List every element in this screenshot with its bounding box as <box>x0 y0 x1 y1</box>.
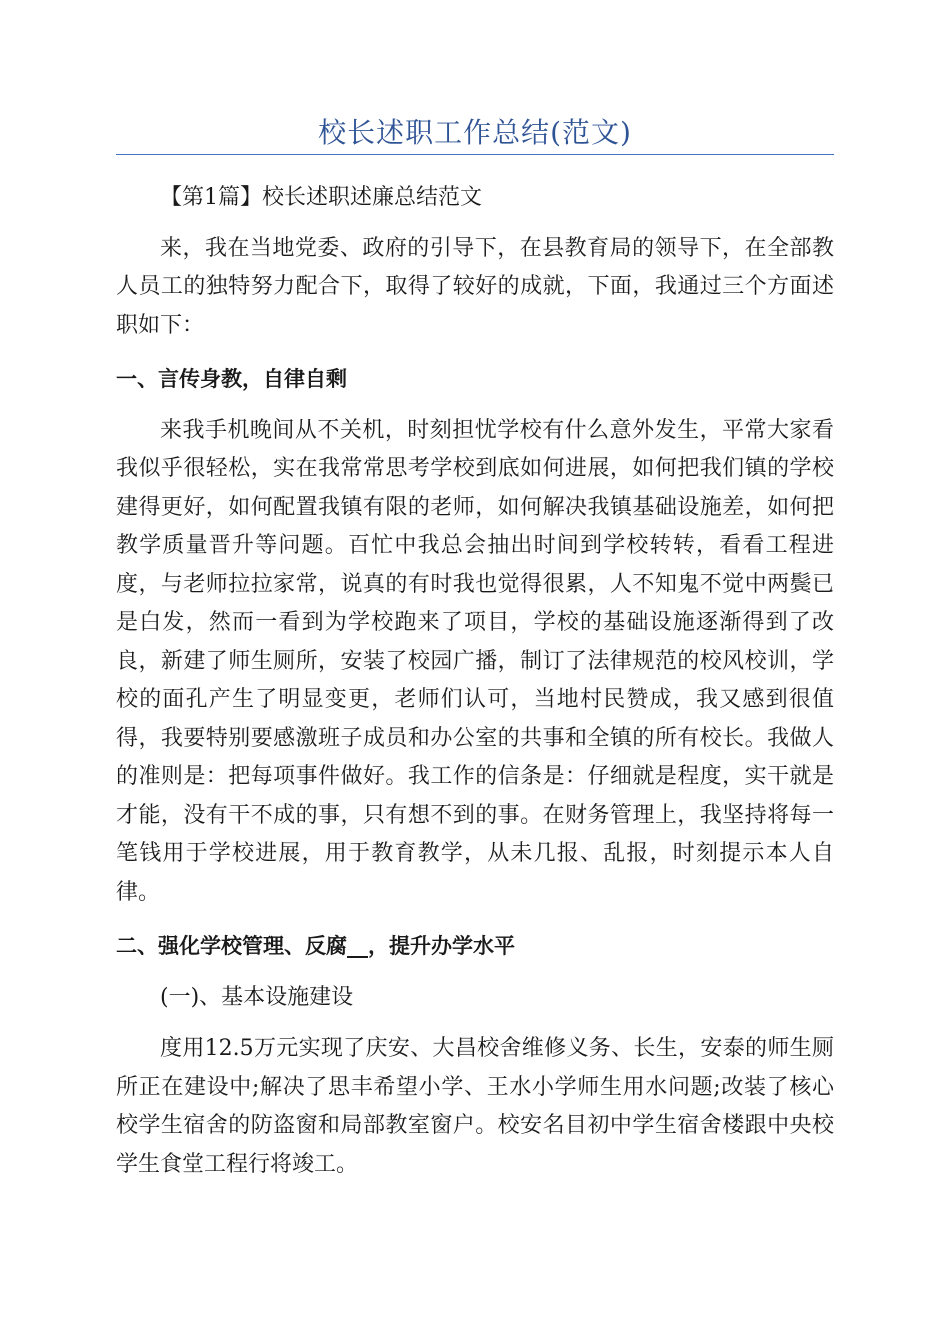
subheading-1: (一)、基本设施建设 <box>160 984 354 1010</box>
paragraph-1: 来我手机晚间从不关机，时刻担忧学校有什么意外发生，平常大家看我似乎很轻松，实在我常常思考学校到底如何进展，如何把我们镇的学校建得更好，如何配置我镇有限的老师，如何解决我镇基础设施差，如何把教学质量晋升等问题。百忙中我总会抽出时间到学校转转，看看工程进度，与老师拉拉家常，说真的有时我也觉得很累，人不知鬼不觉中两鬓已是白发，然而一看到为学校跑来了项目，学校的基础设施逐渐得到了改良，新建了师生厕所，安装了校园广播，制订了法律规范的校风校训，学校的面孔产生了明显变更，老师们认可，当地村民赞成，我又感到很值得，我要特别要感激班子成员和办公室的共事和全镇的所有校长。我做人的准则是：把每项事件做好。我工作的信条是：仔细就是程度，实干就是才能，没有干不成的事，只有想不到的事。在财务管理上，我坚持将每一笔钱用于学校进展，用于教育教学，从未几报、乱报，时刻提示本人自律。 <box>116 417 834 905</box>
paragraph-2: 度用12.5万元实现了庆安、大昌校舍维修义务、长生，安泰的师生厕所正在建设中;解决了思丰希望小学、王水小学师生用水问题;改装了核心校学生宿舍的防盗窗和局部教室窗户。校安名目初中学生宿舍楼跟中央校学生食堂工程行将竣工。 <box>116 1036 834 1177</box>
document-title: 校长述职工作总结(范文) <box>318 116 632 149</box>
document-page <box>116 0 834 1184</box>
intro-paragraph: 来，我在当地党委、政府的引导下，在县教育局的领导下，在全部教人员工的独特努力配合下，取得了较好的成就，下面，我通过三个方面述职如下： <box>116 235 834 338</box>
section-label: 【第1篇】校长述职述廉总结范文 <box>160 185 482 210</box>
heading-1: 一、言传身教，自律自剩 <box>116 367 347 391</box>
heading-2: 二、强化学校管理、反腐__，提升办学水平 <box>116 934 515 958</box>
title-underline <box>116 154 834 155</box>
